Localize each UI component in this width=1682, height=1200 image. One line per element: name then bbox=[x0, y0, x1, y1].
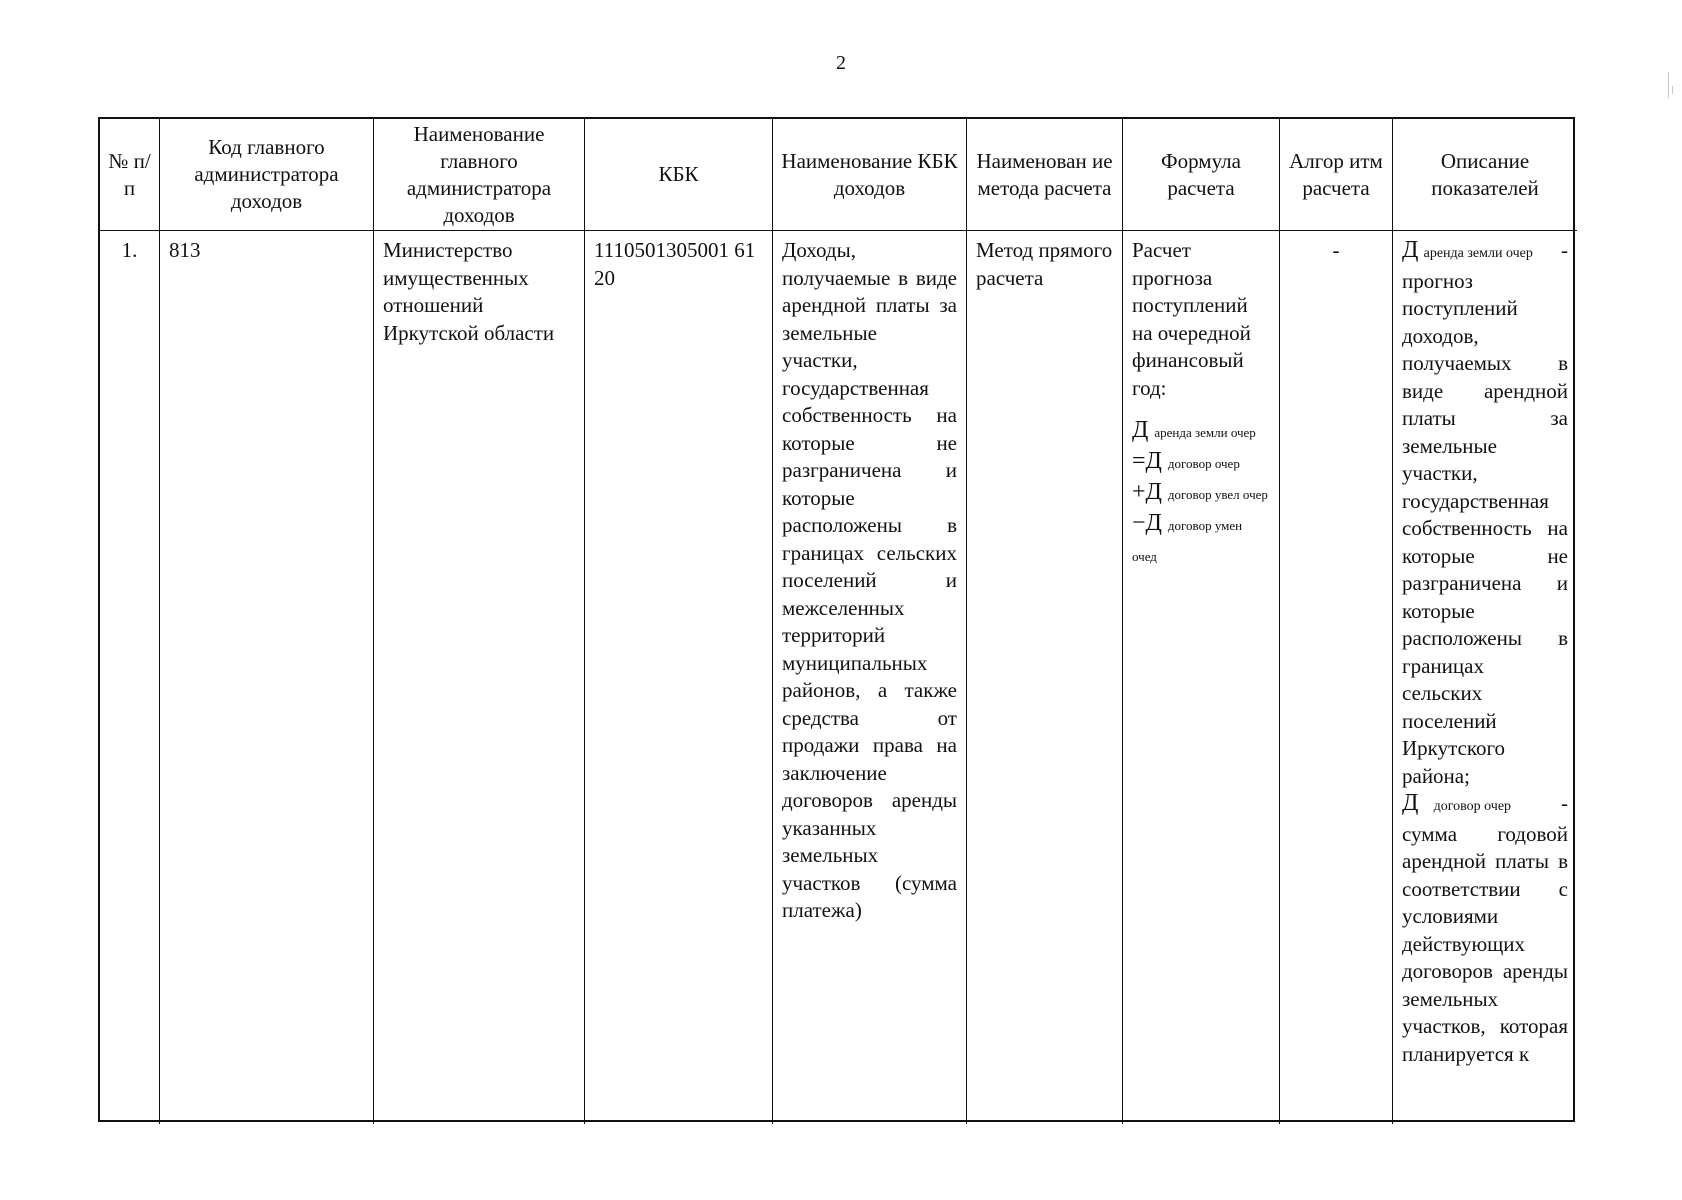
formula-subscript: аренда земли очер bbox=[1154, 425, 1256, 440]
row-number: 1. bbox=[100, 231, 160, 1124]
description-item-2-text: сумма годовой арендной платы в соответствии с условиями действующих договоров аренды земельных участков, которая планируется к bbox=[1402, 821, 1568, 1066]
description-subscript: аренда земли очер bbox=[1423, 246, 1533, 261]
formula-symbol: Д bbox=[1145, 448, 1162, 474]
description-item-1-head bbox=[1402, 237, 1568, 268]
description-symbol: Д bbox=[1402, 237, 1419, 263]
formula-expression bbox=[1132, 416, 1270, 571]
formula-symbol: Д bbox=[1145, 479, 1162, 505]
row-formula-cell bbox=[1123, 231, 1280, 1124]
scan-margin-mark bbox=[1672, 86, 1673, 94]
header-kbk-name: Наименование КБК доходов bbox=[773, 119, 967, 231]
header-kbk: КБК bbox=[585, 119, 773, 231]
header-method: Наименован ие метода расчета bbox=[967, 119, 1123, 231]
header-formula: Формула расчета bbox=[1123, 119, 1280, 231]
page-number: 2 bbox=[836, 52, 846, 74]
formula-subscript: договор умен очед bbox=[1132, 518, 1243, 564]
formula-operator: = bbox=[1132, 448, 1146, 474]
row-admin-name: Министерство имущественных отношений Иркутской области bbox=[374, 231, 585, 1124]
formula-symbol: Д bbox=[1145, 510, 1162, 536]
description-symbol: Д bbox=[1402, 790, 1419, 816]
description-item-1-text: прогноз поступлений доходов, получаемых в виде арендной платы за земельные участки, государственная собственность на которые не разграничена и которые расположены в границах сельских поселений Иркутского района; bbox=[1402, 268, 1568, 788]
description-dash: - bbox=[1561, 791, 1568, 815]
formula-operator: + bbox=[1132, 479, 1146, 505]
description-subscript: договор очер bbox=[1433, 799, 1512, 814]
header-admin-name: Наименование главного администратора доходов bbox=[374, 119, 585, 231]
formula-symbol: Д bbox=[1132, 417, 1149, 443]
description-dash: - bbox=[1561, 238, 1568, 262]
formula-operator: − bbox=[1132, 510, 1146, 536]
row-algorithm: - bbox=[1280, 231, 1393, 1124]
formula-subscript: договор увел очер bbox=[1167, 487, 1268, 502]
formula-intro: Расчет прогноза поступлений на очередной финансовый год: bbox=[1132, 238, 1251, 400]
description-item-2-head bbox=[1402, 790, 1568, 821]
row-kbk-name: Доходы, получаемые в виде арендной платы за земельные участки, государственная собственность на которые не разграничена и которые расположены в границах сельских поселений и межселенных территорий муниципальных районов, а также средства от продажи права на заключение договоров аренды указанных земельных участков (сумма платежа) bbox=[773, 231, 967, 1124]
revenue-table bbox=[98, 117, 1575, 1122]
row-method: Метод прямого расчета bbox=[967, 231, 1123, 1124]
header-description: Описание показателей bbox=[1393, 119, 1577, 231]
row-description bbox=[1393, 231, 1577, 1124]
row-kbk: 1110501305001 6120 bbox=[585, 231, 773, 1124]
header-admin-code: Код главного администратора доходов bbox=[160, 119, 374, 231]
header-number: № п/п bbox=[100, 119, 160, 231]
header-algorithm: Алгор итм расчета bbox=[1280, 119, 1393, 231]
scan-margin-mark bbox=[1668, 72, 1669, 98]
formula-subscript: договор очер bbox=[1167, 456, 1240, 471]
row-admin-code: 813 bbox=[160, 231, 374, 1124]
